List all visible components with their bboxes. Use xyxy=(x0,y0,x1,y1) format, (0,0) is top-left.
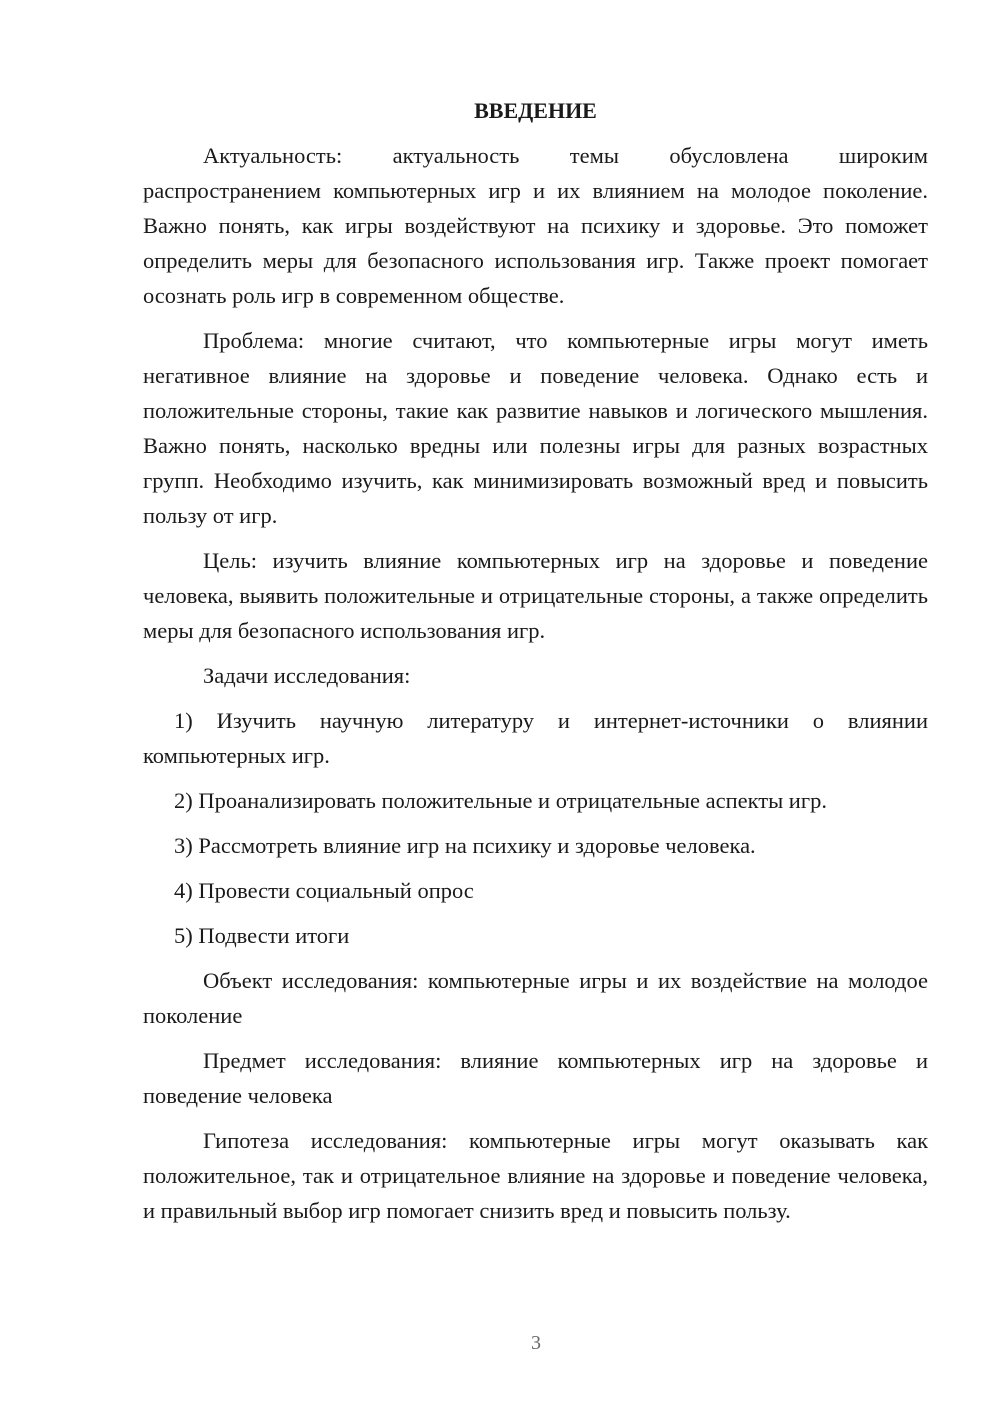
task-item: 1) Изучить научную литературу и интернет-источники о влиянии компьютерных игр. xyxy=(143,708,928,768)
section-heading: ВВЕДЕНИЕ xyxy=(474,98,597,123)
paragraph-goal: Цель: изучить влияние компьютерных игр на здоровье и поведение человека, выявить положительные и отрицательные стороны, а также определить меры для безопасного использования игр. xyxy=(143,548,928,643)
page-content xyxy=(143,93,928,1238)
page-number: 3 xyxy=(531,1332,541,1354)
task-item: 2) Проанализировать положительные и отрицательные аспекты игр. xyxy=(174,788,827,813)
paragraph-object: Объект исследования: компьютерные игры и их воздействие на молодое поколение xyxy=(143,968,928,1028)
tasks-title: Задачи исследования: xyxy=(203,663,411,688)
paragraph-relevance: Актуальность: актуальность темы обусловлена широким распространением компьютерных игр и их влиянием на молодое поколение. Важно понять, как игры воздействуют на психику и здоровье. Это поможет определить меры для безопасного использования игр. Также проект помогает осознать роль игр в современном обществе. xyxy=(143,143,928,308)
task-item: 4) Провести социальный опрос xyxy=(174,878,474,903)
paragraph-problem: Проблема: многие считают, что компьютерные игры могут иметь негативное влияние на здоровье и поведение человека. Однако есть и положительные стороны, такие как развитие навыков и логического мышления. Важно понять, насколько вредны или полезны игры для разных возрастных групп. Необходимо изучить, как минимизировать возможный вред и повысить пользу от игр. xyxy=(143,328,928,528)
paragraph-subject: Предмет исследования: влияние компьютерных игр на здоровье и поведение человека xyxy=(143,1048,928,1108)
task-item: 5) Подвести итоги xyxy=(174,923,350,948)
paragraph-hypothesis: Гипотеза исследования: компьютерные игры могут оказывать как положительное, так и отрицательное влияние на здоровье и поведение человека, и правильный выбор игр помогает снизить вред и повысить пользу. xyxy=(143,1128,928,1223)
task-item: 3) Рассмотреть влияние игр на психику и здоровье человека. xyxy=(174,833,756,858)
